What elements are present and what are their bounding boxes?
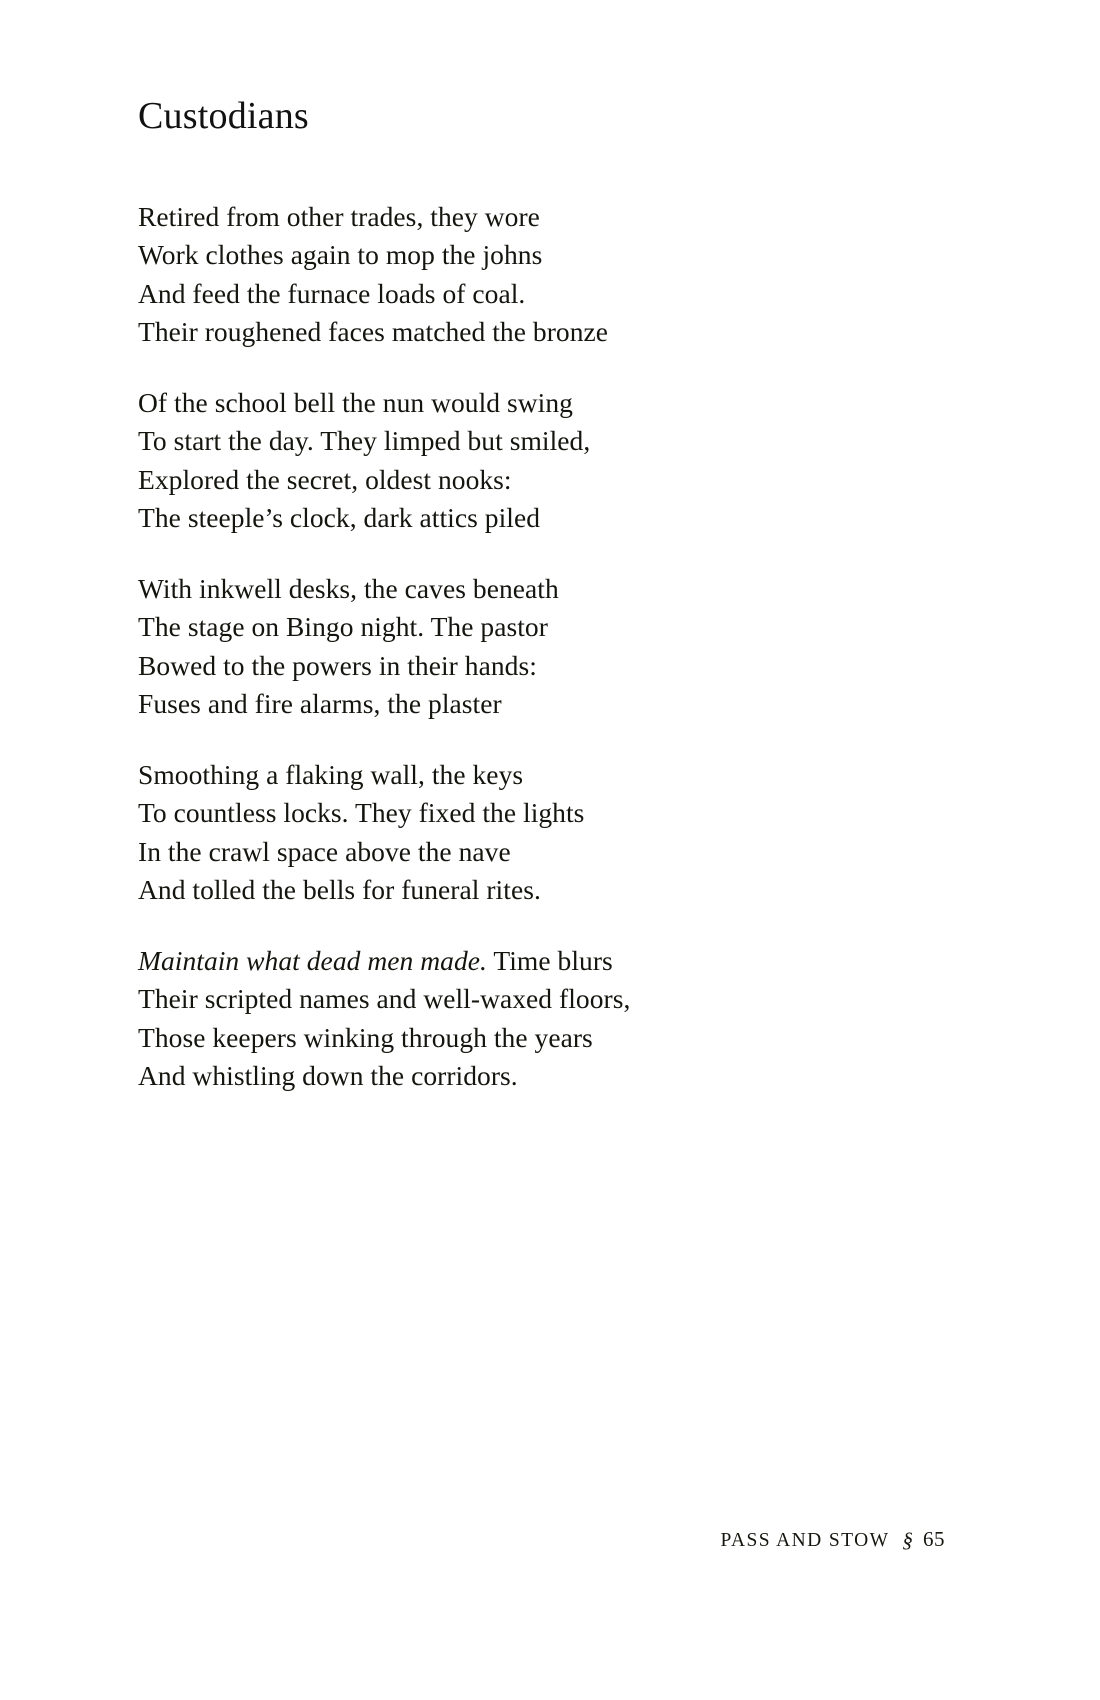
poem-line: And whistling down the corridors.	[138, 1060, 518, 1092]
poem-line: The steeple’s clock, dark attics piled	[138, 502, 541, 534]
page-footer	[0, 1527, 1100, 1552]
poem-line: Retired from other trades, they wore	[138, 200, 540, 232]
poem-line: Those keepers winking through the years	[138, 1021, 593, 1053]
stanza-3	[138, 570, 938, 724]
stanza-2	[138, 384, 938, 538]
poem-line: Fuses and fire alarms, the plaster	[138, 688, 502, 720]
roman-phrase: Time blurs	[486, 944, 613, 976]
poem-line: With inkwell desks, the caves beneath	[138, 572, 559, 604]
stanza-5	[138, 942, 938, 1096]
poem-line: And feed the furnace loads of coal.	[138, 277, 526, 309]
poem-line: The stage on Bingo night. The pastor	[138, 611, 548, 643]
poem-text-block	[138, 96, 938, 1096]
running-head: PASS AND STOW	[720, 1530, 890, 1551]
poem-line: Work clothes again to mop the johns	[138, 239, 543, 271]
poem-line: Their scripted names and well-waxed floors,	[138, 983, 631, 1015]
poem-line: Their roughened faces matched the bronze	[138, 316, 609, 348]
stanza-1	[138, 198, 938, 352]
poem-line-with-italic	[138, 942, 938, 981]
page-number: 65	[923, 1527, 945, 1551]
poem-line: To countless locks. They fixed the lights	[138, 797, 585, 829]
poem-line: Bowed to the powers in their hands:	[138, 649, 537, 681]
poem-line: Smoothing a flaking wall, the keys	[138, 758, 524, 790]
italic-phrase: Maintain what dead men made.	[138, 944, 487, 976]
section-ornament-icon: §	[902, 1528, 914, 1552]
stanza-4	[138, 756, 938, 910]
poem-line: To start the day. They limped but smiled,	[138, 425, 591, 457]
poem-line: Of the school bell the nun would swing	[138, 386, 573, 418]
poem-line: Explored the secret, oldest nooks:	[138, 463, 512, 495]
page-title: Custodians	[138, 95, 309, 137]
poem-line: In the crawl space above the nave	[138, 835, 511, 867]
poem-line: And tolled the bells for funeral rites.	[138, 874, 541, 906]
